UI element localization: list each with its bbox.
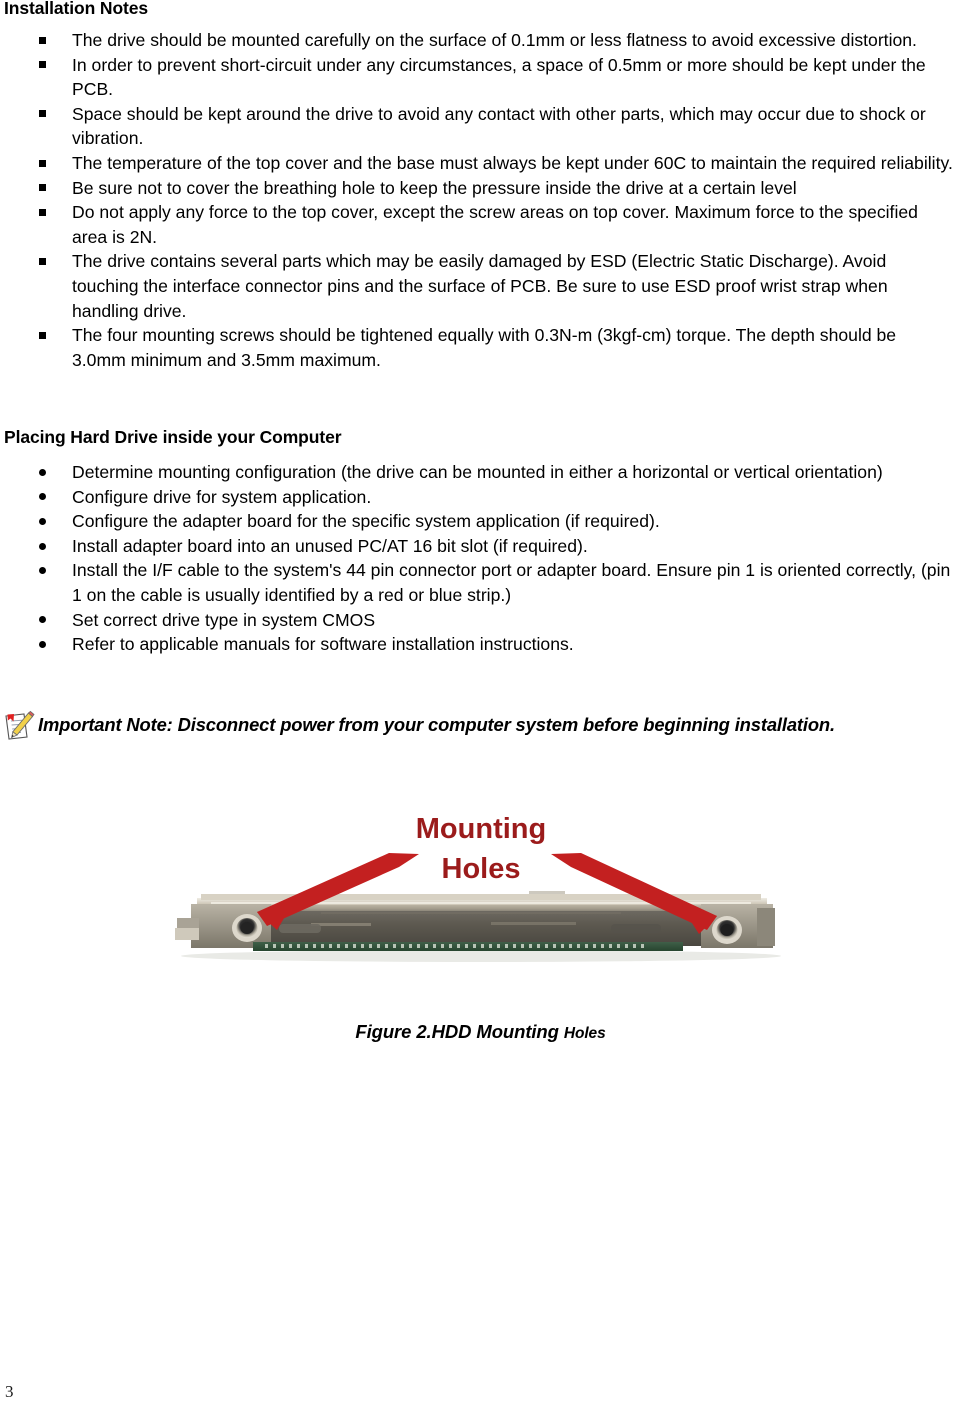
list-item-text: Refer to applicable manuals for software installation instructions. xyxy=(72,634,574,655)
installation-notes-list xyxy=(0,28,961,372)
list-item xyxy=(0,28,961,53)
figure-caption-main: Figure 2.HDD Mounting xyxy=(355,1021,564,1042)
important-note-callout xyxy=(2,709,961,744)
page-title-placing-hard-drive: Placing Hard Drive inside your Computer xyxy=(4,427,342,447)
figure-hdd-mounting-holes xyxy=(0,806,961,1045)
list-item-text: Install adapter board into an unused PC/AT 16 bit slot (if required). xyxy=(72,535,588,556)
square-bullet-icon xyxy=(39,177,46,202)
list-item xyxy=(0,53,961,102)
list-item xyxy=(0,534,961,559)
list-item-text: The drive contains several parts which may be easily damaged by ESD (Electric Static Discharge). Avoid touching the interface connector pins and the surface of PCB. Be sure to use ESD proof wrist strap when handling drive. xyxy=(72,251,888,321)
disc-bullet-icon xyxy=(39,558,46,583)
list-item xyxy=(0,608,961,633)
square-bullet-icon xyxy=(39,54,46,79)
list-item xyxy=(0,558,961,607)
figure-caption-small: Holes xyxy=(563,1025,606,1042)
square-bullet-icon xyxy=(39,201,46,226)
hdd-side-view-illustration xyxy=(161,806,801,976)
list-item-text: Determine mounting configuration (the drive can be mounted in either a horizontal or vertical orientation) xyxy=(72,462,883,482)
square-bullet-icon xyxy=(39,250,46,275)
list-item xyxy=(0,485,961,510)
list-item-text: Be sure not to cover the breathing hole to keep the pressure inside the drive at a certain level xyxy=(72,177,797,198)
figure-annotation-line1: Mounting xyxy=(415,813,546,845)
list-item-text: Configure drive for system application. xyxy=(72,486,372,507)
figure-annotation-line2: Holes xyxy=(441,853,520,885)
list-item-text: Space should be kept around the drive to avoid any contact with other parts, which may occur due to shock or vibration. xyxy=(72,103,926,149)
list-item-text: Set correct drive type in system CMOS xyxy=(72,609,376,630)
list-item-text: Install the I/F cable to the system's 44 pin connector port or adapter board. Ensure pin 1 is oriented correctly, (pin 1 on the cable is usually identified by a red or blue strip.) xyxy=(72,560,951,605)
list-item-text: Configure the adapter board for the specific system application (if required). xyxy=(72,511,660,532)
list-item-text: The four mounting screws should be tightened equally with 0.3N-m (3kgf-cm) torque. The depth should be 3.0mm minimum and 3.5mm maximum. xyxy=(72,325,897,370)
disc-bullet-icon xyxy=(39,485,46,510)
square-bullet-icon xyxy=(39,29,46,54)
important-note-text: Important Note: Disconnect power from your computer system before beginning installation. xyxy=(38,714,835,735)
figure-caption xyxy=(0,1021,961,1045)
list-item xyxy=(0,323,961,372)
square-bullet-icon xyxy=(39,324,46,349)
list-item xyxy=(0,176,961,201)
list-item xyxy=(0,102,961,151)
list-item xyxy=(0,460,961,485)
disc-bullet-icon xyxy=(39,608,46,633)
page-number: 3 xyxy=(5,1382,14,1401)
list-item-text: Do not apply any force to the top cover, except the screw areas on top cover. Maximum force to the specified area is 2N. xyxy=(72,202,918,247)
disc-bullet-icon xyxy=(39,509,46,534)
placing-hard-drive-list xyxy=(0,460,961,657)
list-item-text: The drive should be mounted carefully on the surface of 0.1mm or less flatness to avoid excessive distortion. xyxy=(72,30,917,50)
figure-image xyxy=(161,806,801,976)
page-title-installation-notes: Installation Notes xyxy=(4,0,149,18)
notepad-pencil-icon xyxy=(2,710,36,744)
list-item-text: In order to prevent short-circuit under any circumstances, a space of 0.5mm or more should be kept under the PCB. xyxy=(72,54,926,100)
square-bullet-icon xyxy=(39,152,46,177)
disc-bullet-icon xyxy=(39,534,46,559)
list-item xyxy=(0,509,961,534)
list-item xyxy=(0,200,961,249)
list-item xyxy=(0,632,961,657)
list-item-text: The temperature of the top cover and the base must always be kept under 60C to maintain the required reliability. xyxy=(72,152,953,173)
list-item xyxy=(0,249,961,323)
disc-bullet-icon xyxy=(39,460,46,485)
disc-bullet-icon xyxy=(39,632,46,657)
list-item xyxy=(0,151,961,176)
square-bullet-icon xyxy=(39,103,46,128)
